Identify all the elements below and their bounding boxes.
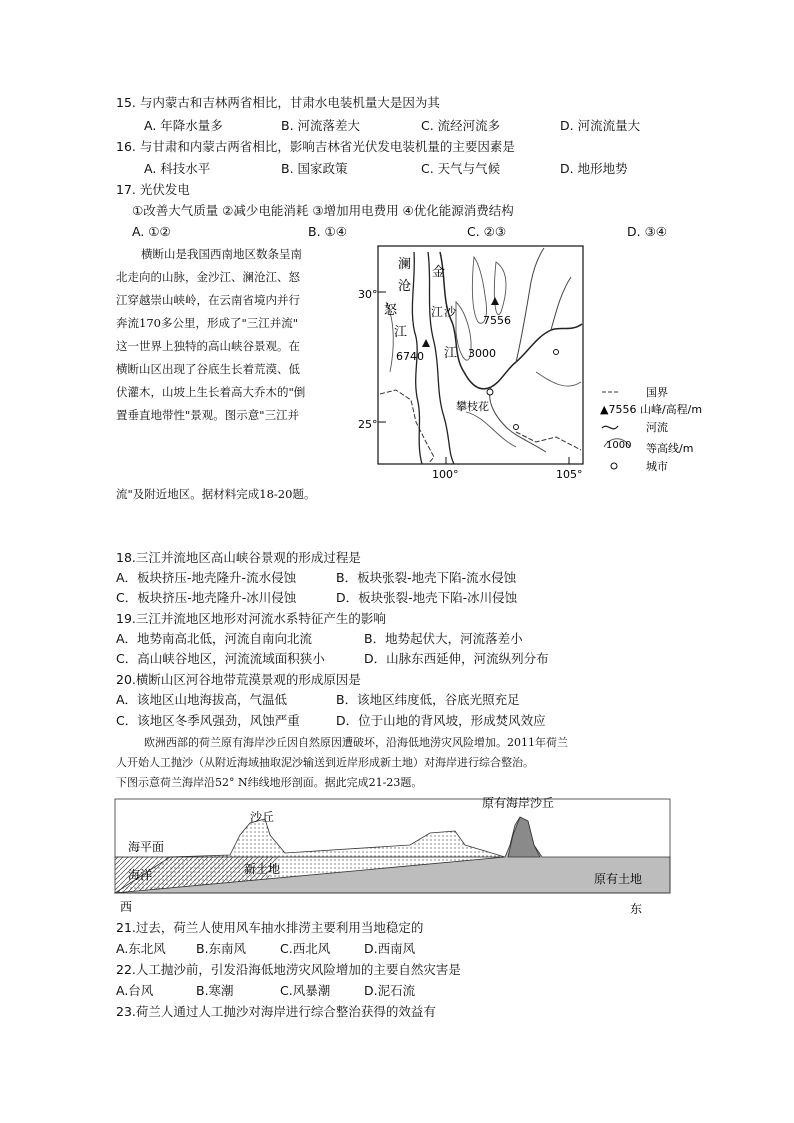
q20-option-a: A．该地区山地海拔高，气温低 — [116, 692, 288, 707]
original-dune — [508, 817, 540, 857]
q21-option-c: C.西北风 — [280, 941, 331, 956]
q18-stem: 18.三江并流地区高山峡谷景观的形成过程是 — [116, 550, 361, 565]
q21-option-d: D.西南风 — [364, 941, 416, 956]
q16-stem: 16. 与甘肃和内蒙古两省相比，影响吉林省光伏发电装机量的主要因素是 — [116, 139, 515, 154]
label-lancang-1: 澜 — [398, 257, 412, 272]
q22-stem: 22.人工抛沙前，引发沿海低地涝灾风险增加的主要自然灾害是 — [116, 962, 461, 977]
q20-option-d: D．位于山地的背风坡，形成焚风效应 — [336, 713, 546, 728]
label-lat-30: 30° — [358, 288, 378, 301]
coastal-profile-diagram — [110, 795, 680, 917]
q17-option-d: D. ③④ — [627, 224, 667, 239]
passage1-line-6: 横断山区出现了谷底生长着荒漠、低 — [116, 362, 300, 376]
label-sea-level: 海平面 — [128, 840, 165, 854]
legend-city: 城市 — [646, 460, 668, 473]
q20-option-b: B．该地区纬度低，谷底光照充足 — [336, 692, 520, 707]
q17-stem: 17. 光伏发电 — [116, 182, 190, 197]
q20-option-c: C．该地区冬季风强劲，风蚀严重 — [116, 713, 300, 728]
label-panzhihua: 攀枝花 — [456, 400, 489, 413]
q16-option-b: B. 国家政策 — [281, 161, 348, 176]
label-ocean: 海洋 — [128, 868, 153, 882]
passage1-line-1: 横断山是我国西南地区数条呈南 — [141, 247, 302, 261]
q17-option-a: A. ①② — [132, 224, 171, 239]
q18-option-b: B．板块张裂-地壳下陷-流水侵蚀 — [336, 570, 517, 585]
q15-option-b: B. 河流落差大 — [281, 118, 361, 133]
q21-option-b: B.东南风 — [196, 941, 247, 956]
legend-river-icon — [602, 426, 618, 429]
passage2-line-2: 人开始人工抛沙（从附近海域抽取泥沙输送到近岸形成新土地）对海岸进行综合整治。 — [116, 756, 534, 769]
label-contour-3000: 3000 — [468, 347, 496, 360]
legend-contour: 等高线/m — [646, 442, 694, 455]
passage2-line-3: 下图示意荷兰海岸沿52° N纬线地形剖面。据此完成21-23题。 — [116, 776, 423, 789]
label-old-land: 原有土地 — [594, 872, 643, 886]
passage1-line-5: 这一世界上独特的高山峡谷景观。在 — [116, 339, 300, 353]
q22-option-a: A.台风 — [116, 983, 154, 998]
label-dune: 沙丘 — [250, 810, 275, 824]
label-peak-6740: 6740 — [396, 350, 424, 363]
panzhihua-city-icon — [487, 389, 493, 395]
q18-option-d: D．板块张裂-地壳下陷-冰川侵蚀 — [336, 590, 518, 605]
q19-option-a: A．地势南高北低，河流自南向北流 — [116, 631, 313, 646]
label-west: 西 — [120, 900, 133, 914]
legend-river: 河流 — [646, 421, 668, 434]
passage1-line-8: 置垂直地带性"景观。图示意"三江并 — [116, 408, 300, 422]
q16-option-a: A. 科技水平 — [144, 161, 211, 176]
q15-option-a: A. 年降水量多 — [144, 118, 223, 133]
q17-option-b: B. ①④ — [308, 224, 347, 239]
q19-option-b: B．地势起伏大，河流落差小 — [364, 631, 523, 646]
q17-option-c: C. ②③ — [467, 224, 507, 239]
q20-stem: 20.横断山区河谷地带荒漠景观的形成原因是 — [116, 672, 361, 687]
q23-stem: 23.荷兰人通过人工抛沙对海岸进行综合整治获得的效益有 — [116, 1004, 436, 1019]
label-lat-25: 25° — [358, 418, 378, 431]
q22-option-d: D.泥石流 — [364, 983, 416, 998]
label-jiang-1: 江 — [394, 325, 408, 340]
label-jin: 金 — [432, 265, 446, 280]
legend-contour-value: 1000 — [606, 440, 632, 451]
label-east: 东 — [630, 902, 643, 916]
q22-option-c: C.风暴潮 — [280, 983, 331, 998]
q15-option-d: D. 河流流量大 — [560, 118, 641, 133]
label-sha: 沙 — [444, 305, 457, 319]
label-peak-7556: 7556 — [483, 314, 511, 327]
q19-stem: 19.三江并流地区地形对河流水系特征产生的影响 — [116, 611, 386, 626]
q21-option-a: A.东北风 — [116, 941, 166, 956]
passage1-line-2: 北走向的山脉，金沙江、澜沧江、怒 — [116, 270, 300, 284]
label-jiangsha: 江 — [431, 305, 444, 319]
label-lancang-2: 沧 — [398, 279, 412, 294]
q16-option-d: D. 地形地势 — [560, 161, 628, 176]
three-rivers-map — [356, 242, 716, 487]
q18-option-c: C．板块挤压-地壳隆升-冰川侵蚀 — [116, 590, 297, 605]
passage2-line-1: 欧洲西部的荷兰原有海岸沙丘因自然原因遭破坏，沿海低地涝灾风险增加。2011年荷兰 — [144, 736, 568, 749]
q19-option-c: C．高山峡谷地区，河流流域面积狭小 — [116, 651, 325, 666]
q16-option-c: C. 天气与气候 — [421, 161, 501, 176]
label-nu: 怒 — [384, 303, 398, 318]
legend-city-icon — [611, 463, 617, 469]
label-jiang-2: 江 — [444, 346, 458, 361]
q18-option-a: A．板块挤压-地壳隆升-流水侵蚀 — [116, 570, 297, 585]
legend-border: 国界 — [646, 386, 668, 399]
q19-option-d: D．山脉东西延伸，河流纵列分布 — [364, 651, 549, 666]
label-new-land: 新土地 — [244, 862, 281, 876]
legend-peak: ▲7556 山峰/高程/m — [600, 403, 703, 416]
passage1-line-7: 伏灌木，山坡上生长着高大乔木的"倒 — [116, 385, 306, 399]
label-original-dune: 原有海岸沙丘 — [482, 796, 555, 810]
q15-stem: 15. 与内蒙古和吉林两省相比，甘肃水电装机量大是因为其 — [116, 95, 440, 110]
q15-option-c: C. 流经河流多 — [421, 118, 501, 133]
label-lon-105: 105° — [556, 468, 583, 481]
label-lon-100: 100° — [432, 468, 459, 481]
q21-stem: 21.过去，荷兰人使用风车抽水排涝主要利用当地稳定的 — [116, 920, 424, 935]
passage1-line-3: 江穿越崇山峡岭，在云南省境内并行 — [116, 293, 300, 307]
q17-statements: ①改善大气质量 ②减少电能消耗 ③增加用电费用 ④优化能源消费结构 — [132, 203, 514, 218]
q22-option-b: B.寒潮 — [196, 983, 234, 998]
passage1-tail: 流"及附近地区。据材料完成18-20题。 — [116, 487, 316, 501]
passage1-line-4: 奔流170多公里，形成了"三江并流" — [116, 316, 299, 330]
